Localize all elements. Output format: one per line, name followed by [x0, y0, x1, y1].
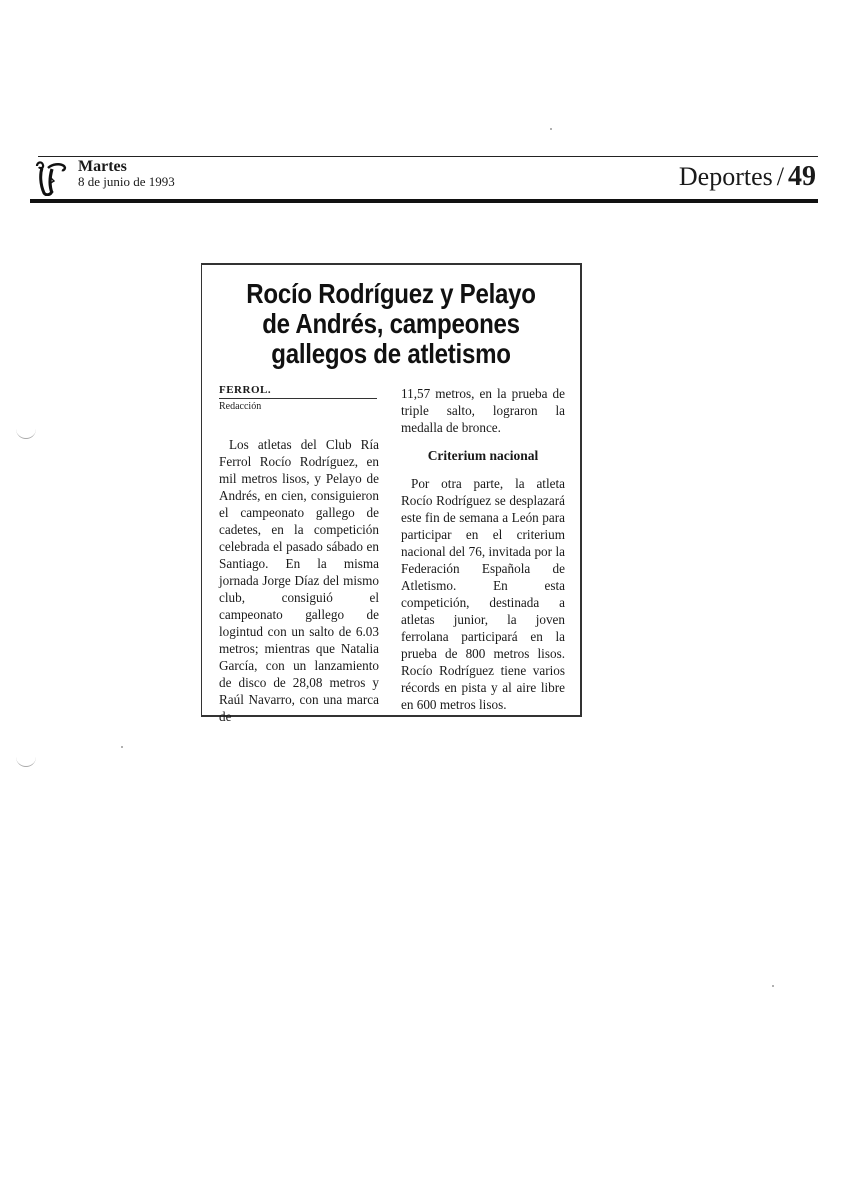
article-paragraph: Los atletas del Club Ría Ferrol Rocío Rodríguez, en mil metros lisos, y Pelayo de Andrés, en cien, consiguieron el campeonato gallego de cadetes, en la competición celebrada el pasado sábado en Santiago. En la misma jornada Jorge Díaz del mismo club, consiguió el campeonato gallego de logintud con un salto de 6.03 metros; mientras que Natalia García, con un lanzamiento de disco de 28,08 metros y Raúl Navarro, con una marca de	[219, 437, 379, 724]
section-name: Deportes	[678, 162, 773, 191]
byline-author: Redacción	[219, 401, 262, 412]
scan-speck	[550, 128, 552, 130]
byline-place-text: FERROL	[219, 384, 268, 396]
article-box	[201, 263, 582, 724]
byline-rule	[219, 398, 377, 399]
article-column-left	[219, 384, 379, 725]
scan-speck	[121, 746, 123, 748]
header-bottom-rule	[30, 199, 818, 203]
page-header	[30, 156, 818, 206]
scan-hole-mark	[16, 424, 36, 439]
header-top-rule	[38, 156, 818, 157]
scan-hole-mark	[16, 752, 36, 767]
article-headline: Rocío Rodríguez y Pelayo de Andrés, campeones gallegos de atletismo	[246, 278, 536, 369]
section-separator: /	[776, 162, 784, 191]
byline-place: FERROL.	[219, 384, 272, 396]
article-subheading: Criterium nacional	[427, 448, 539, 463]
issue-date-block	[78, 159, 175, 189]
newspaper-logo-icon	[34, 160, 68, 196]
scan-speck	[772, 985, 774, 987]
page-number: 49	[788, 161, 816, 192]
article-paragraph: 11,57 metros, en la prueba de triple salto, lograron la medalla de bronce.	[401, 386, 565, 435]
article-column-right	[401, 385, 565, 713]
article-paragraph: Por otra parte, la atleta Rocío Rodríguez se desplazará este fin de semana a León para participar en el criterium nacional del 76, invitada por la Federación Española de Atletismo. En esta competición, destinada a atletas junior, la joven ferrolana participará en la prueba de 800 metros lisos. Rocío Rodríguez tiene varios récords en pista y al aire libre en 600 metros lisos.	[401, 476, 565, 712]
weekday: Martes	[78, 158, 127, 175]
section-label	[679, 162, 816, 192]
issue-date: 8 de junio de 1993	[78, 174, 175, 189]
